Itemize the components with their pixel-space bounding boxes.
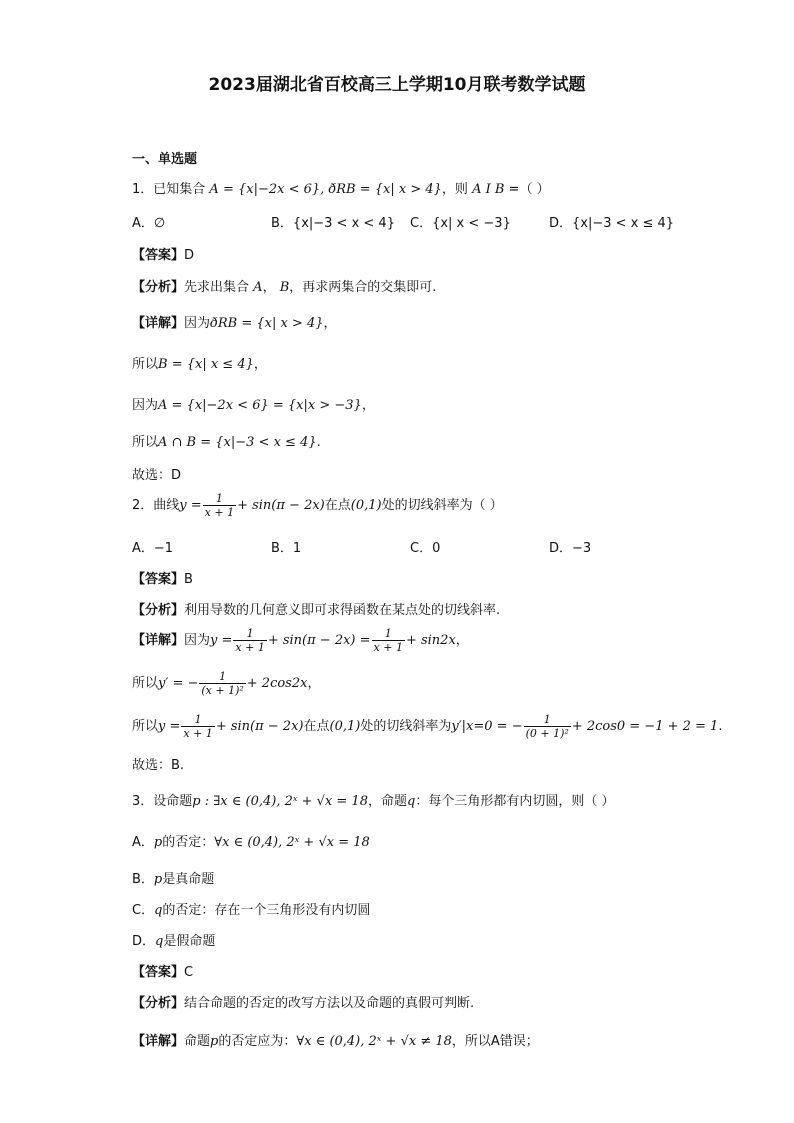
question-2-stem: [132, 492, 503, 519]
fraction: [181, 713, 214, 740]
option-text: 是假命题: [163, 934, 216, 949]
detail-text: 处的切线斜率为: [360, 719, 452, 734]
detail-punct: .: [316, 435, 321, 450]
proposition-q-symbol: q: [406, 794, 416, 809]
detail-text: 因为: [132, 398, 159, 413]
q3-analysis: [132, 992, 474, 1011]
complement-b-definition: ðRB = {x| x > 4}: [328, 182, 442, 197]
q2-option-b: B．1: [271, 541, 302, 556]
set-b-symbol: B: [279, 280, 290, 295]
detail-tag: 【详解】: [132, 1034, 185, 1049]
question-2-tail: 处的切线斜率为（ ）: [381, 498, 503, 513]
section-heading: 一、单选题: [132, 152, 198, 167]
detail-math: + sin(π − 2x): [215, 719, 304, 734]
q3-option-b: [132, 868, 214, 887]
answer-tag: 【答案】: [132, 965, 185, 980]
option-label: D．: [132, 934, 156, 949]
option-var: q: [154, 903, 163, 918]
fraction: [199, 670, 245, 697]
answer-tag: 【答案】: [132, 248, 185, 263]
detail-math: ∀x ∈ (0,4), 2ˣ + √x ≠ 18: [296, 1034, 452, 1049]
detail-math: y =: [158, 719, 181, 734]
intersection-expression: A I B: [472, 182, 505, 197]
q3-answer: [132, 961, 193, 980]
question-3-lead: 3．设命题: [132, 794, 193, 809]
detail-text: 所以: [132, 357, 159, 372]
answer-tag: 【答案】: [132, 572, 185, 587]
q1-detail-line-2: [132, 353, 267, 372]
detail-text: 所以: [132, 676, 159, 691]
detail-math: y′ = −: [158, 676, 199, 691]
option-var: q: [155, 934, 164, 949]
set-a-symbol: A: [253, 280, 263, 295]
detail-text: ，所以A错误；: [451, 1034, 539, 1049]
detail-text: 命题: [184, 1034, 211, 1049]
proposition-p: p : ∃x ∈ (0,4), 2ˣ + √x = 18: [192, 794, 368, 809]
q3-option-a: [132, 831, 370, 850]
q1-answer: [132, 244, 194, 263]
detail-math: A = {x|−2x < 6} = {x|x > −3}: [158, 398, 362, 413]
q3-option-c: [132, 899, 370, 918]
question-3-stem: [132, 790, 614, 809]
option-text: 的否定：: [162, 835, 215, 850]
fraction-numerator: 1: [181, 713, 214, 727]
analysis-tag: 【分析】: [132, 280, 185, 295]
detail-punct: ，: [361, 398, 375, 413]
detail-math: + 2cos2x: [246, 676, 308, 691]
function-lhs: y =: [179, 498, 202, 513]
q1-detail-line-1: [132, 312, 337, 331]
option-label: C．: [132, 903, 155, 918]
q2-detail-line-1: [132, 627, 469, 654]
detail-math: + 2cos0 = −1 + 2 = 1: [571, 719, 719, 734]
detail-math: + sin2x: [405, 633, 456, 648]
set-a-definition: A = {x|−2x < 6},: [209, 182, 325, 197]
point-coordinates: (0,1): [350, 498, 382, 513]
point-coordinates: (0,1): [329, 719, 361, 734]
question-3-tail: ：每个三角形都有内切圆，则（ ）: [415, 794, 615, 809]
q2-detail-line-3: [132, 713, 722, 740]
question-1-connector: ，则: [441, 182, 468, 197]
analysis-end: ，再求两集合的交集即可.: [289, 280, 437, 295]
fraction-numerator: 1: [203, 492, 236, 506]
answer-value: D: [184, 248, 195, 263]
option-text: 是真命题: [162, 872, 215, 887]
q2-answer: [132, 568, 193, 587]
detail-var: p: [210, 1034, 219, 1049]
option-text: 的否定：存在一个三角形没有内切圆: [162, 903, 371, 918]
fraction: [233, 627, 266, 654]
fraction-numerator: 1: [199, 670, 245, 684]
q2-option-d: D．−3: [549, 541, 592, 556]
detail-text: 的否定应为：: [218, 1034, 297, 1049]
q2-conclusion: 故选：B.: [132, 758, 185, 773]
option-label: B．: [132, 872, 154, 887]
option-label: A．: [132, 835, 154, 850]
detail-math: B = {x| x ≤ 4}: [158, 357, 254, 372]
fraction-denominator: x + 1: [235, 641, 265, 654]
detail-math: A ∩ B = {x|−3 < x ≤ 4}: [158, 435, 317, 450]
analysis-separator: ，: [262, 280, 276, 295]
detail-tag: 【详解】: [132, 316, 185, 331]
detail-text: 所以: [132, 719, 159, 734]
fraction-denominator: x + 1: [373, 641, 403, 654]
q3-detail: [132, 1030, 539, 1049]
fraction-numerator: 1: [372, 627, 405, 641]
fraction-numerator: 1: [233, 627, 266, 641]
fraction-denominator: x + 1: [204, 506, 235, 519]
detail-punct: ，: [323, 316, 337, 331]
option-math: ∀x ∈ (0,4), 2ˣ + √x = 18: [214, 835, 370, 850]
answer-value: B: [184, 572, 193, 587]
question-1-lead: 1．已知集合: [132, 182, 206, 197]
answer-value: C: [184, 965, 194, 980]
fraction-denominator: (x + 1)²: [201, 684, 244, 697]
detail-punct: ，: [253, 357, 267, 372]
analysis-text: 结合命题的否定的改写方法以及命题的真假可判断.: [184, 996, 475, 1011]
option-var: p: [153, 835, 163, 850]
analysis-text: 利用导数的几何意义即可求得函数在某点处的切线斜率.: [184, 603, 501, 618]
q3-option-d: [132, 930, 215, 949]
detail-math: y =: [210, 633, 233, 648]
detail-text: 在点: [303, 719, 330, 734]
detail-text: 因为: [184, 633, 211, 648]
question-2-lead: 2．曲线: [132, 498, 180, 513]
detail-math: ðRB = {x| x > 4}: [210, 316, 324, 331]
analysis-tag: 【分析】: [132, 603, 185, 618]
q1-conclusion: 故选：D: [132, 468, 182, 483]
q1-option-a: A．∅: [132, 216, 166, 231]
q1-detail-line-3: [132, 394, 375, 413]
q2-option-c: C．0: [410, 541, 441, 556]
q1-option-c: C．{x| x < −3}: [410, 216, 511, 231]
fraction: [372, 627, 405, 654]
fraction-denominator: (0 + 1)²: [525, 727, 569, 740]
detail-tag: 【详解】: [132, 633, 185, 648]
q1-option-b: B．{x|−3 < x < 4}: [271, 216, 395, 231]
fraction-numerator: 1: [524, 713, 571, 727]
q1-option-d: D．{x|−3 < x ≤ 4}: [549, 216, 675, 231]
detail-text: 因为: [184, 316, 211, 331]
detail-math: + sin(π − 2x) =: [267, 633, 371, 648]
q2-option-a: A．−1: [132, 541, 174, 556]
question-1-tail: =（ ）: [508, 182, 550, 197]
detail-punct: ，: [307, 676, 321, 691]
question-1-stem: [132, 178, 550, 197]
analysis-tag: 【分析】: [132, 996, 185, 1011]
analysis-text: 先求出集合: [184, 280, 250, 295]
page-title: 2023届湖北省百校高三上学期10月联考数学试题: [208, 75, 586, 95]
detail-punct: ，: [455, 633, 469, 648]
option-var: p: [153, 872, 163, 887]
q1-analysis: [132, 276, 436, 295]
q2-detail-line-2: [132, 670, 320, 697]
function-rhs: + sin(π − 2x): [237, 498, 325, 513]
fraction: [203, 492, 236, 519]
question-2-connector: 在点: [324, 498, 351, 513]
detail-punct: .: [718, 719, 723, 734]
detail-math: y′|x=0 = −: [451, 719, 523, 734]
q1-detail-line-4: [132, 431, 321, 450]
q2-analysis: [132, 599, 500, 618]
detail-text: 所以: [132, 435, 159, 450]
question-3-connector: ，命题: [367, 794, 407, 809]
fraction: [524, 713, 571, 740]
fraction-denominator: x + 1: [183, 727, 213, 740]
